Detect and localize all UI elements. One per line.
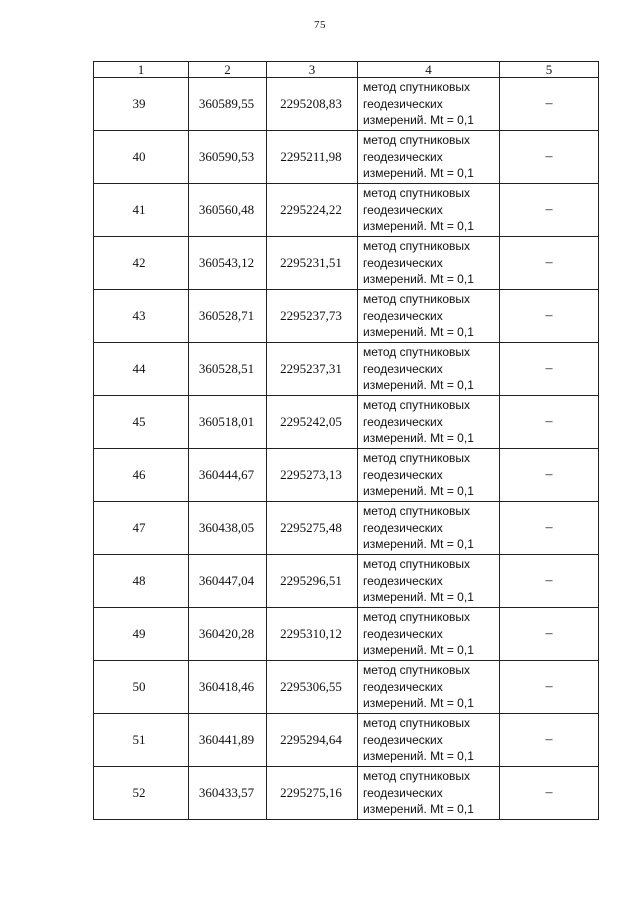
x-coordinate-cell: 360589,55 [189,78,267,131]
table-row [94,78,599,131]
y-coordinate-cell: 2295242,05 [267,396,358,449]
method-cell: метод спутниковых геодезических измерений. Mt = 0,1 [358,184,500,237]
note-cell: – [500,608,599,661]
note-cell: – [500,131,599,184]
table-row [94,767,599,820]
x-coordinate-cell: 360528,51 [189,343,267,396]
y-coordinate-cell: 2295275,48 [267,502,358,555]
x-coordinate-cell: 360560,48 [189,184,267,237]
note-cell: – [500,449,599,502]
method-cell: метод спутниковых геодезических измерений. Mt = 0,1 [358,396,500,449]
y-coordinate-cell: 2295208,83 [267,78,358,131]
table-row [94,131,599,184]
table-row [94,184,599,237]
x-coordinate-cell: 360420,28 [189,608,267,661]
table-row [94,714,599,767]
table-row [94,396,599,449]
note-cell: – [500,661,599,714]
method-cell: метод спутниковых геодезических измерений. Mt = 0,1 [358,714,500,767]
table-row [94,290,599,343]
x-coordinate-cell: 360433,57 [189,767,267,820]
point-number-cell: 39 [94,78,189,131]
point-number-cell: 40 [94,131,189,184]
note-cell: – [500,502,599,555]
method-cell: метод спутниковых геодезических измерений. Mt = 0,1 [358,449,500,502]
column-header: 1 [94,62,189,78]
x-coordinate-cell: 360441,89 [189,714,267,767]
x-coordinate-cell: 360543,12 [189,237,267,290]
method-cell: метод спутниковых геодезических измерений. Mt = 0,1 [358,555,500,608]
method-cell: метод спутниковых геодезических измерений. Mt = 0,1 [358,343,500,396]
method-cell: метод спутниковых геодезических измерений. Mt = 0,1 [358,131,500,184]
point-number-cell: 41 [94,184,189,237]
table-row [94,661,599,714]
column-header: 4 [358,62,500,78]
y-coordinate-cell: 2295275,16 [267,767,358,820]
y-coordinate-cell: 2295224,22 [267,184,358,237]
note-cell: – [500,767,599,820]
y-coordinate-cell: 2295296,51 [267,555,358,608]
method-cell: метод спутниковых геодезических измерений. Mt = 0,1 [358,237,500,290]
column-header: 3 [267,62,358,78]
point-number-cell: 50 [94,661,189,714]
table-row [94,449,599,502]
point-number-cell: 44 [94,343,189,396]
note-cell: – [500,237,599,290]
table-body [94,62,599,820]
note-cell: – [500,396,599,449]
note-cell: – [500,555,599,608]
y-coordinate-cell: 2295294,64 [267,714,358,767]
y-coordinate-cell: 2295310,12 [267,608,358,661]
method-cell: метод спутниковых геодезических измерений. Mt = 0,1 [358,767,500,820]
note-cell: – [500,343,599,396]
table-row [94,502,599,555]
point-number-cell: 45 [94,396,189,449]
column-header: 5 [500,62,599,78]
table-row [94,237,599,290]
x-coordinate-cell: 360528,71 [189,290,267,343]
column-header: 2 [189,62,267,78]
x-coordinate-cell: 360518,01 [189,396,267,449]
x-coordinate-cell: 360418,46 [189,661,267,714]
x-coordinate-cell: 360590,53 [189,131,267,184]
y-coordinate-cell: 2295211,98 [267,131,358,184]
note-cell: – [500,184,599,237]
point-number-cell: 43 [94,290,189,343]
page-number: 75 [314,19,326,31]
note-cell: – [500,290,599,343]
coordinates-table [93,61,599,820]
method-cell: метод спутниковых геодезических измерений. Mt = 0,1 [358,608,500,661]
y-coordinate-cell: 2295237,73 [267,290,358,343]
table-row [94,555,599,608]
point-number-cell: 49 [94,608,189,661]
point-number-cell: 47 [94,502,189,555]
method-cell: метод спутниковых геодезических измерений. Mt = 0,1 [358,290,500,343]
method-cell: метод спутниковых геодезических измерений. Mt = 0,1 [358,502,500,555]
y-coordinate-cell: 2295306,55 [267,661,358,714]
point-number-cell: 48 [94,555,189,608]
point-number-cell: 42 [94,237,189,290]
note-cell: – [500,78,599,131]
point-number-cell: 46 [94,449,189,502]
table-row [94,608,599,661]
x-coordinate-cell: 360444,67 [189,449,267,502]
y-coordinate-cell: 2295273,13 [267,449,358,502]
y-coordinate-cell: 2295237,31 [267,343,358,396]
table-header-row [94,62,599,78]
method-cell: метод спутниковых геодезических измерений. Mt = 0,1 [358,661,500,714]
point-number-cell: 51 [94,714,189,767]
note-cell: – [500,714,599,767]
y-coordinate-cell: 2295231,51 [267,237,358,290]
method-cell: метод спутниковых геодезических измерений. Mt = 0,1 [358,78,500,131]
x-coordinate-cell: 360447,04 [189,555,267,608]
point-number-cell: 52 [94,767,189,820]
x-coordinate-cell: 360438,05 [189,502,267,555]
table-row [94,343,599,396]
